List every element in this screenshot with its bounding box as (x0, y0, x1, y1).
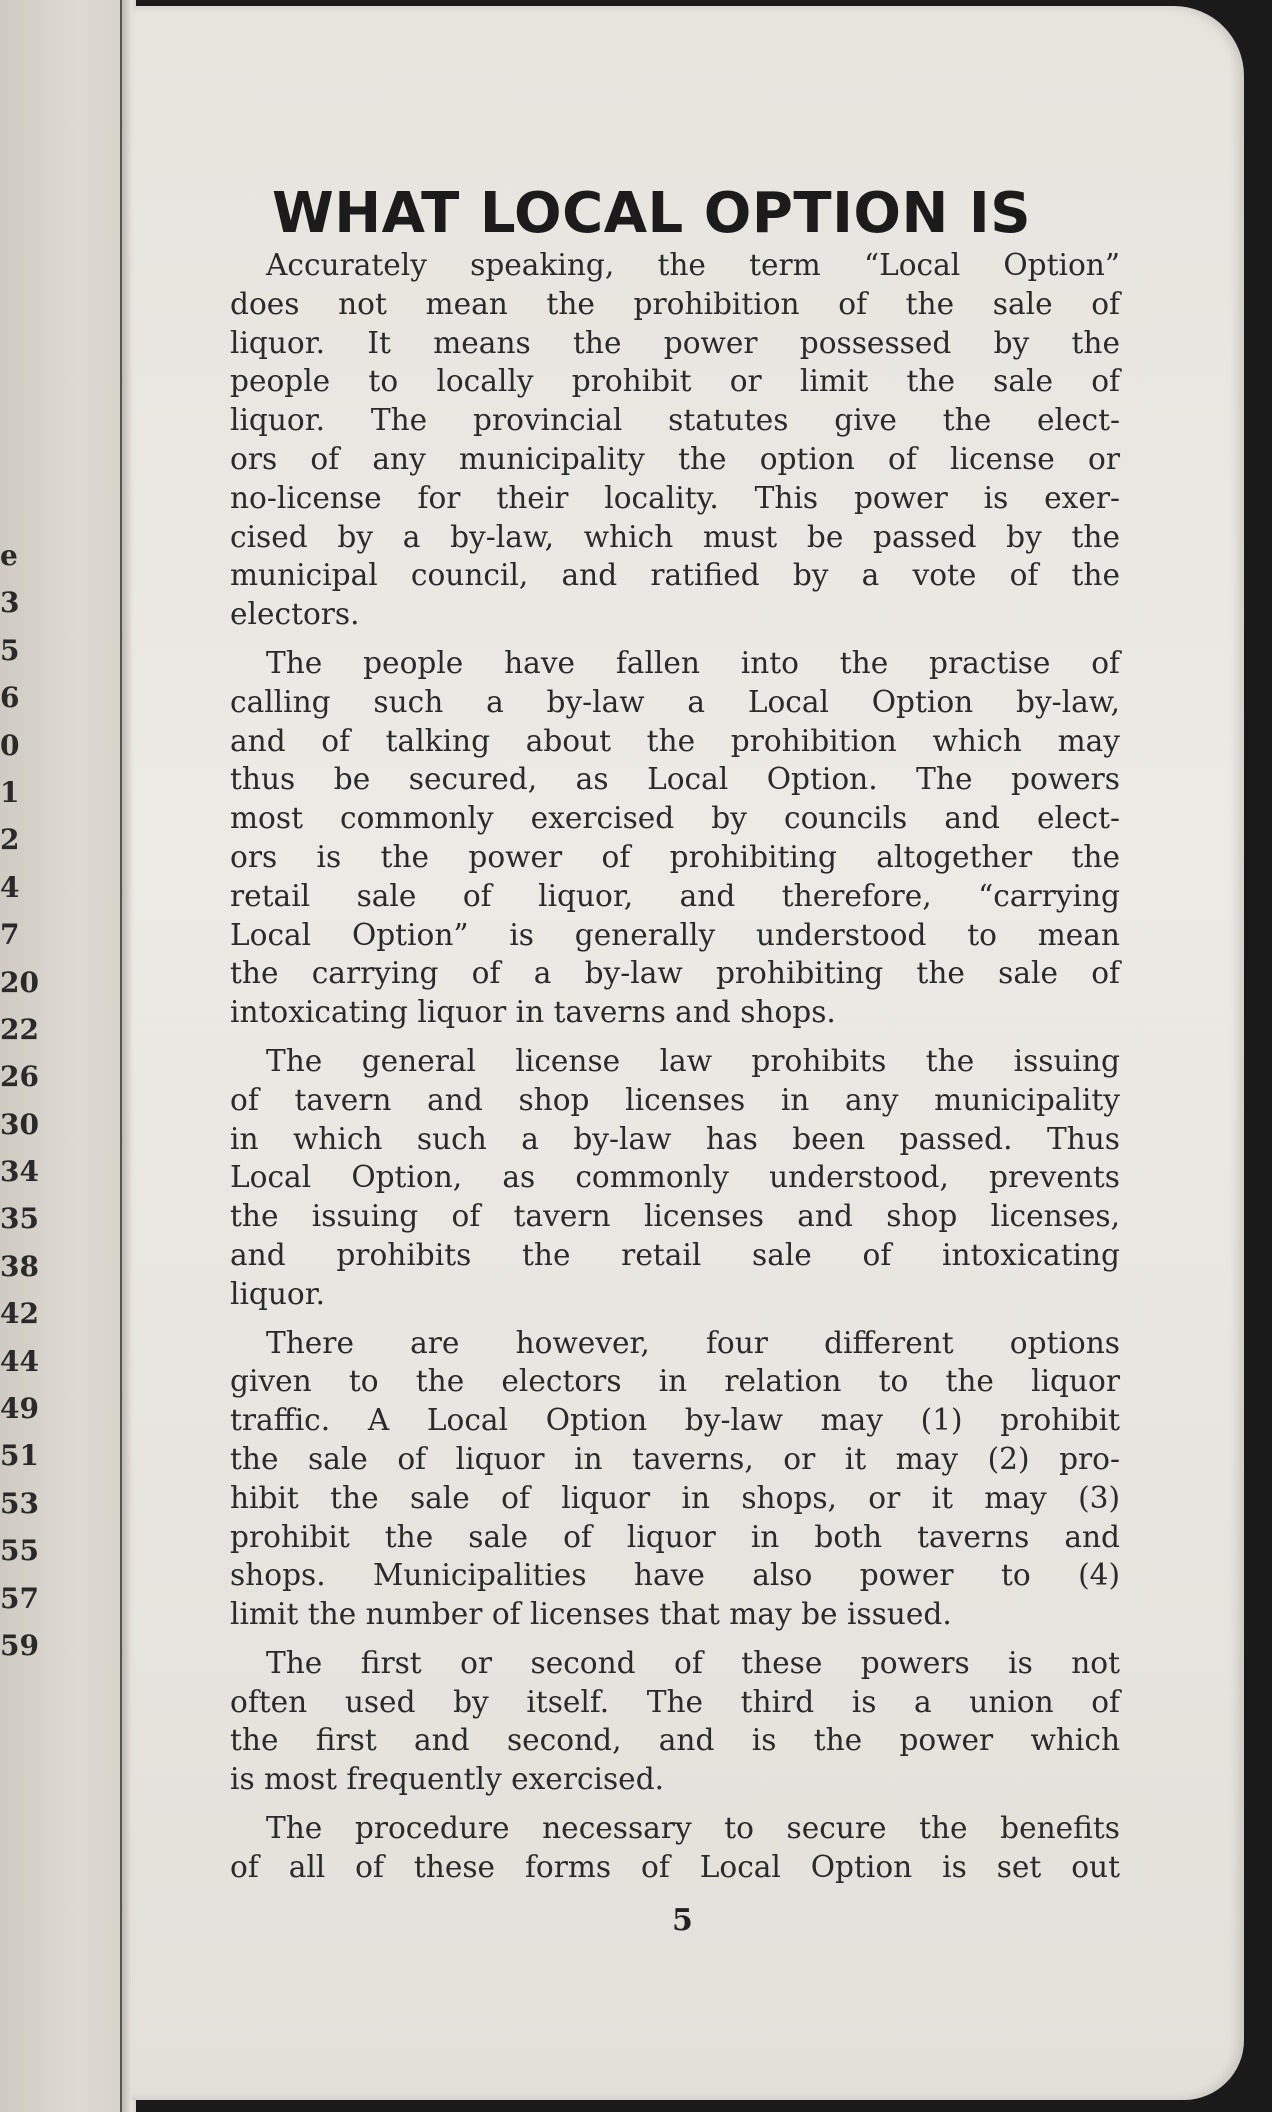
paragraph-gap (230, 1314, 1120, 1324)
text-line: the issuing of tavern licenses and shop licenses, (230, 1199, 1120, 1234)
text-line: The procedure necessary to secure the benefits (266, 1811, 1120, 1846)
text-line: people to locally prohibit or limit the sale of (230, 364, 1120, 399)
text-line: is most frequently exercised. (230, 1762, 665, 1797)
index-number: 3 (0, 586, 20, 620)
body-text (230, 246, 1120, 1887)
index-number: 20 (0, 965, 39, 999)
text-line: does not mean the prohibition of the sale of (230, 286, 1120, 321)
text-line: prohibit the sale of liquor in both taverns and (230, 1519, 1120, 1554)
text-line: the sale of liquor in taverns, or it may (2) pro- (230, 1441, 1120, 1476)
text-line: traffic. A Local Option by-law may (1) prohibit (230, 1403, 1120, 1438)
index-number: 1 (0, 775, 20, 809)
text-line: municipal council, and ratified by a vote of the (230, 558, 1120, 593)
paragraph-gap (230, 1799, 1120, 1809)
text-line: ors is the power of prohibiting altogether the (230, 839, 1120, 874)
text-line: most commonly exercised by councils and elect- (230, 801, 1120, 836)
text-line: in which such a by-law has been passed. Thus (230, 1121, 1120, 1156)
index-number: 4 (0, 870, 20, 904)
text-line: Local Option” is generally understood to mean (230, 917, 1120, 952)
text-line: liquor. It means the power possessed by the (230, 325, 1120, 360)
text-line: liquor. (230, 1276, 326, 1311)
page-heading: WHAT LOCAL OPTION IS (272, 181, 1032, 246)
text-line: of all of these forms of Local Option is set out (230, 1849, 1120, 1884)
text-line: and prohibits the retail sale of intoxicating (230, 1237, 1120, 1272)
index-number: 49 (0, 1392, 39, 1426)
index-number: 7 (0, 918, 20, 952)
index-number: 6 (0, 681, 20, 715)
index-number: 30 (0, 1107, 39, 1141)
index-number: 53 (0, 1486, 39, 1520)
index-number: 22 (0, 1012, 39, 1046)
text-line: and of talking about the prohibition which may (230, 723, 1120, 758)
text-line: Accurately speaking, the term “Local Option” (266, 248, 1120, 282)
facing-page-index-numbers (0, 532, 40, 1669)
text-line: shops. Municipalities have also power to (4) (230, 1558, 1120, 1593)
index-number: 55 (0, 1534, 39, 1568)
index-number: 26 (0, 1060, 39, 1094)
index-number: 44 (0, 1344, 39, 1378)
text-line: of tavern and shop licenses in any municipality (230, 1082, 1120, 1117)
facing-page (0, 0, 128, 2112)
paragraph (230, 1644, 1120, 1799)
text-line: The people have fallen into the practise of (266, 645, 1120, 680)
paragraph (230, 644, 1120, 1032)
text-line: hibit the sale of liquor in shops, or it may (3) (230, 1480, 1120, 1515)
text-line: given to the electors in relation to the liquor (230, 1364, 1120, 1399)
text-line: no-license for their locality. This power is exer- (230, 480, 1120, 515)
index-number: e (0, 539, 18, 572)
paragraph (230, 1809, 1120, 1887)
paragraph (230, 1324, 1120, 1634)
index-number: 42 (0, 1297, 39, 1331)
text-line: The general license law prohibits the issuing (266, 1043, 1120, 1078)
index-number: 2 (0, 823, 20, 857)
text-line: There are however, four different options (266, 1325, 1120, 1360)
book-page (132, 6, 1244, 2100)
text-line: calling such a by-law a Local Option by-law, (230, 684, 1120, 719)
paragraph-gap (230, 1634, 1120, 1644)
text-line: cised by a by-law, which must be passed by the (230, 519, 1120, 554)
text-line: The first or second of these powers is not (266, 1645, 1120, 1680)
text-line: intoxicating liquor in taverns and shops. (230, 995, 836, 1030)
text-line: liquor. The provincial statutes give the elect- (230, 403, 1120, 438)
index-number: 34 (0, 1155, 39, 1189)
text-line: electors. (230, 597, 360, 632)
index-number: 51 (0, 1439, 39, 1473)
paragraph-gap (230, 1032, 1120, 1042)
text-line: often used by itself. The third is a union of (230, 1684, 1120, 1719)
paragraph-gap (230, 634, 1120, 644)
paragraph (230, 246, 1120, 634)
text-line: the carrying of a by-law prohibiting the sale of (230, 956, 1120, 991)
index-number: 0 (0, 728, 20, 762)
page-number: 5 (672, 1903, 693, 1938)
text-line: ors of any municipality the option of license or (230, 441, 1120, 476)
index-number: 35 (0, 1202, 39, 1236)
text-line: Local Option, as commonly understood, prevents (230, 1160, 1120, 1195)
paragraph (230, 1042, 1120, 1314)
text-line: limit the number of licenses that may be issued. (230, 1597, 952, 1632)
text-line: thus be secured, as Local Option. The powers (230, 762, 1120, 797)
index-number: 57 (0, 1581, 39, 1615)
index-number: 38 (0, 1249, 39, 1283)
index-number: 59 (0, 1628, 39, 1662)
index-number: 5 (0, 633, 20, 667)
text-line: the first and second, and is the power which (230, 1723, 1120, 1758)
text-line: retail sale of liquor, and therefore, “carrying (230, 878, 1120, 913)
